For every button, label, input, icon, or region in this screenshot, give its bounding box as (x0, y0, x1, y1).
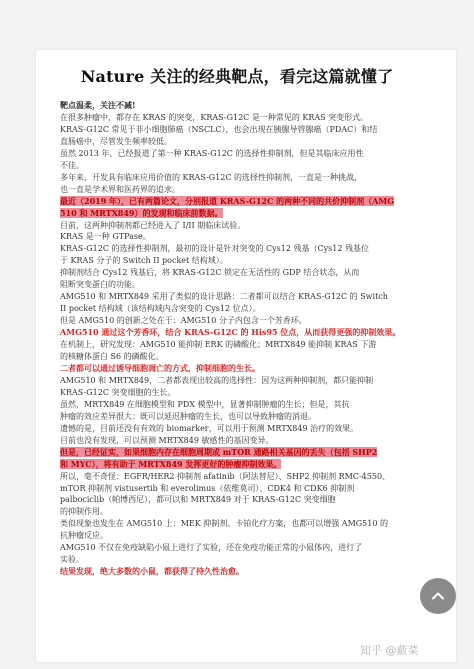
text-line (60, 518, 460, 530)
text-line-content: 类似现象也发生在 AMG510 上：MEK 抑制剂、卡铂化疗方案，也都可以增强 AMG510 的 (60, 519, 388, 529)
text-line (60, 243, 460, 255)
text-line-content: 二者都可以通过诱导细胞凋亡的方式，抑制细胞的生长。 (60, 362, 260, 373)
text-line-content: 直肠癌中，尽管发生频率较低。 (60, 136, 172, 146)
text-line (60, 148, 460, 160)
text-line-content: mTOR 抑制剂 vistusertib 和 everolimus（依维莫司）、CDK4 和 CDK6 抑制剂 (60, 483, 355, 493)
text-line-content: AMG510 和 MRTX849，二者都表现出较高的选择性：因为这两种抑制剂，都只能抑制 (60, 375, 374, 385)
text-line-content: 实验。 (60, 555, 84, 565)
text-line (60, 136, 460, 148)
text-line (60, 483, 460, 495)
text-line (60, 196, 460, 208)
text-line-content: 和 MYC），将有助于 MRTX849 发挥更好的肿瘤抑制效果。 (60, 458, 282, 469)
text-line-content: 但是，已经证实，如果细胞内存在细胞周期或 mTOR 通路相关基因的丢失（包括 SHP2 (60, 446, 378, 457)
text-line (60, 184, 460, 196)
text-line (60, 124, 460, 136)
text-line (60, 542, 460, 554)
text-line (60, 291, 460, 303)
text-line-content: palbociclib（帕博西尼），都可以和 MRTX849 对于 KRAS-G12C 突变细胞 (60, 495, 336, 505)
text-line-content: 的抑制作用。 (60, 507, 108, 517)
text-line-content: 结果发现，绝大多数的小鼠，都获得了持久性治愈。 (60, 566, 244, 577)
text-line-content: 阻断突变蛋白的功能。 (60, 280, 140, 290)
text-line-content: KRAS-G12C 突变细胞的生长。 (60, 387, 176, 397)
text-line (60, 231, 460, 243)
text-line (60, 435, 460, 447)
text-line (60, 506, 460, 518)
text-line (60, 447, 460, 459)
chevron-up-icon (430, 588, 446, 604)
page-title: Nature 关注的经典靶点，看完这篇就懂了 (80, 67, 394, 86)
text-line (60, 172, 460, 184)
text-line (60, 554, 460, 566)
watermark: 知乎 @蔽菜 (360, 644, 419, 657)
text-line (60, 315, 460, 327)
text-line-content: AMG510 不仅在免疫缺陷小鼠上进行了实验，还在免疫功能正常的小鼠体内，进行了 (60, 543, 363, 553)
text-line-content: 在很多肿瘤中，都存在 KRAS 的突变，KRAS-G12C 是一种常见的 KRAS 突变形式。 (60, 112, 369, 122)
text-line (60, 351, 460, 363)
text-line (60, 375, 460, 387)
text-line (60, 220, 460, 232)
text-line-content: 于 KRAS 分子的 Switch II pocket 结构域）。 (60, 256, 228, 266)
text-line (60, 160, 460, 172)
text-line-content: 不佳。 (60, 160, 84, 170)
text-line-content: 也一直是学术界和医药界的追求。 (60, 184, 180, 194)
text-line-content: 遗憾的是，目前还没有有效的 biomarker，可以用于预测 MRTX849 治疗的效果。 (60, 423, 359, 433)
text-line (60, 255, 460, 267)
text-line (60, 399, 460, 411)
text-line (60, 339, 460, 351)
scroll-to-top-button[interactable] (420, 578, 456, 614)
text-line-content: 目前，这两种抑制剂都已经进入了 I/II 期临床试验。 (60, 220, 246, 230)
text-line-content: 最近（2019 年），已有两篇论文，分别报道 KRAS-G12C 的两种不同的共价抑制剂（AMG (60, 195, 395, 206)
text-line (60, 100, 460, 112)
text-line (60, 387, 460, 399)
text-line-content: 目前也没有发现，可以预测 MRTX849 敏感性的基因变异。 (60, 435, 274, 445)
article-body (60, 100, 460, 578)
text-line-content: 所以，毫不奇怪：EGFR/HER2 抑制剂 afatinib（阿法替尼）、SHP2 抑制剂 RMC-4550、 (60, 471, 391, 481)
text-line (60, 112, 460, 124)
text-line-content: 多年来，开发具有临床应用价值的 KRAS-G12C 的选择性抑制剂，一直是一种挑战， (60, 172, 363, 182)
text-line (60, 363, 460, 375)
text-line-content: 的核糖体蛋白 S6 的磷酸化。 (60, 352, 164, 362)
text-line (60, 327, 460, 339)
text-line-content: KRAS 是一种 GTPase。 (60, 232, 151, 242)
text-line-content: AMG510 和 MRTX849 采用了类似的设计思路：二者都可以结合 KRAS-G12C 的 Switch (60, 292, 388, 302)
text-line-content: 靶点温柔，关注不减! (60, 100, 136, 110)
text-line-content: AMG510 通过这个芳香环，结合 KRAS-G12C 的 His95 位点，从而获得更强的抑制效果。 (60, 327, 401, 338)
text-line (60, 459, 460, 471)
text-line (60, 208, 460, 220)
text-line (60, 279, 460, 291)
text-line-content: 510 和 MRTX849）的发现和临床前数据。 (60, 207, 223, 218)
text-line-content: 虽然，MRTX849 在细胞模型和 PDX 模型中，显著抑制肿瘤的生长；但是，其抗 (60, 399, 350, 409)
text-line (60, 303, 460, 315)
text-line-content: 在机制上，研究发现：AMG510 能抑制 ERK 的磷酸化；MRTX849 能抑制 KRAS 下游 (60, 340, 377, 350)
text-line-content: 抗肿瘤反应。 (60, 531, 108, 541)
text-line-content: KRAS-G12C 的选择性抑制剂，最初的设计是针对突变的 Cys12 残基（Cys12 残基位 (60, 244, 369, 254)
text-line (60, 566, 460, 578)
text-line-content: 抑制剂结合 Cys12 残基后，将 KRAS-G12C 锁定在无活性的 GDP 结合状态，从而 (60, 268, 360, 278)
text-line-content: II pocket 结构域（该结构域内含突变的 Cys12 位点）。 (60, 304, 261, 314)
text-line-content: KRAS-G12C 常见于非小细胞肺癌（NSCLC），也会出现在胰腺导管腺癌（PDAC）和结 (60, 124, 378, 134)
text-line (60, 267, 460, 279)
text-line-content: 虽然 2013 年，已经报道了第一种 KRAS-G12C 的选择性抑制剂，但是其临床应用性 (60, 148, 364, 158)
text-line (60, 411, 460, 423)
text-line (60, 530, 460, 542)
text-line (60, 423, 460, 435)
text-line (60, 494, 460, 506)
text-line-content: 肿瘤的效应差异很大：既可以延迟肿瘤的生长，也可以导致肿瘤的消退。 (60, 411, 316, 421)
text-line-content: 但是 AMG510 的创新之处在于：AMG510 分子内包含一个芳香环。 (60, 316, 307, 326)
text-line (60, 471, 460, 483)
